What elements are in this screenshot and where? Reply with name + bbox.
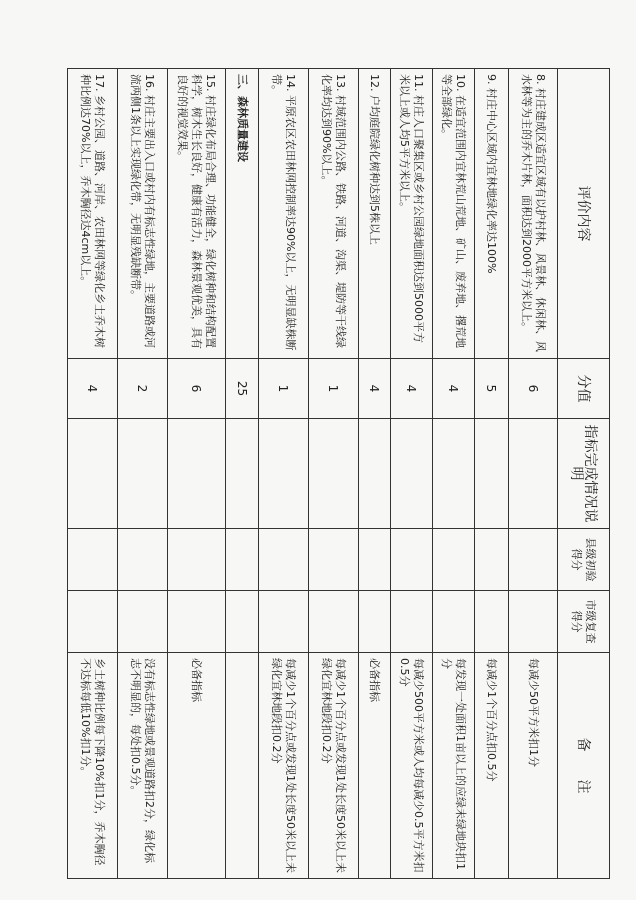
remark-cell: 必备指标	[168, 653, 226, 879]
header-content: 评价内容	[558, 69, 610, 359]
header-score: 分值	[558, 359, 610, 419]
remark-cell: 必备指标	[359, 653, 391, 879]
county-score-cell	[118, 529, 168, 591]
content-cell: 9. 村庄中心区域内宜林地绿化率达100%	[475, 69, 509, 359]
description-cell	[226, 419, 259, 529]
content-cell: 三、森林质量建设	[226, 69, 259, 359]
table-row	[509, 69, 558, 879]
county-score-cell	[475, 529, 509, 591]
remark-cell: 每减少500平方米或人均每减少0.5平方米扣0.5分	[391, 653, 433, 879]
header-city-score: 市级复查得分	[558, 591, 610, 653]
city-score-cell	[118, 591, 168, 653]
city-score-cell	[475, 591, 509, 653]
score-cell: 6	[509, 359, 558, 419]
score-cell: 4	[391, 359, 433, 419]
county-score-cell	[309, 529, 359, 591]
table-row	[68, 69, 118, 879]
county-score-cell	[168, 529, 226, 591]
county-score-cell	[433, 529, 475, 591]
county-score-cell	[259, 529, 309, 591]
header-county-score: 县级初验得分	[558, 529, 610, 591]
score-cell: 4	[359, 359, 391, 419]
score-cell: 25	[226, 359, 259, 419]
content-cell: 13. 村域范围内公路、铁路、河道、沟渠、堤防等干线绿化率均达到90%以上。	[309, 69, 359, 359]
city-score-cell	[68, 591, 118, 653]
rotated-page	[79, 68, 610, 878]
description-cell	[359, 419, 391, 529]
remark-cell: 每减少1个百分点扣0.5分	[475, 653, 509, 879]
city-score-cell	[509, 591, 558, 653]
header-remarks: 备 注	[558, 653, 610, 879]
city-score-cell	[391, 591, 433, 653]
county-score-cell	[68, 529, 118, 591]
table-row	[359, 69, 391, 879]
table-row	[391, 69, 433, 879]
county-score-cell	[359, 529, 391, 591]
description-cell	[168, 419, 226, 529]
remark-cell: 每减少1个百分点或发现1处长度50米以上未绿化宜林地段扣0.2分	[309, 653, 359, 879]
table-row	[433, 69, 475, 879]
remark-cell: 每减少1个百分点或发现1处长度50米以上未绿化宜林地段扣0.2分	[259, 653, 309, 879]
city-score-cell	[259, 591, 309, 653]
description-cell	[509, 419, 558, 529]
content-cell: 8. 村庄建成区适宜区域有以护村林、风景林、休闲林、风水林等为主的乔木片林，面积达到2000平方米以上。	[509, 69, 558, 359]
remark-cell: 没有标志性绿地或景观道路扣2分，绿化标志不明显的，每处扣0.5分。	[118, 653, 168, 879]
evaluation-table	[67, 68, 610, 879]
content-cell: 17. 乡村公园、道路、河岸、农田林网等绿化乡土乔木树种比例达70%以上，乔木胸径达4cm以上。	[68, 69, 118, 359]
city-score-cell	[433, 591, 475, 653]
score-cell: 1	[259, 359, 309, 419]
content-cell: 14. 平原农区农田林网控制率达90%以上，无明显缺株断带。	[259, 69, 309, 359]
county-score-cell	[226, 529, 259, 591]
content-cell: 16. 村庄主要出入口或村内有标志性绿地，主要道路或河流两侧1条以上实现绿化带，无明显残缺断带。	[118, 69, 168, 359]
score-cell: 1	[309, 359, 359, 419]
description-cell	[309, 419, 359, 529]
remark-cell: 乡土树种比例每下降10%扣1分，乔木胸径不达标每低10%扣1分。	[68, 653, 118, 879]
table-row	[475, 69, 509, 879]
description-cell	[118, 419, 168, 529]
county-score-cell	[391, 529, 433, 591]
remark-cell: 每减少50平方米扣1分	[509, 653, 558, 879]
description-cell	[259, 419, 309, 529]
score-cell: 6	[168, 359, 226, 419]
city-score-cell	[359, 591, 391, 653]
remark-cell	[226, 653, 259, 879]
section-row	[226, 69, 259, 879]
table-row	[118, 69, 168, 879]
content-cell: 11. 村庄人口聚集区或乡村公园绿地面积达到5000平方米以上或人均5平方米以上。	[391, 69, 433, 359]
county-score-cell	[509, 529, 558, 591]
score-cell: 2	[118, 359, 168, 419]
score-cell: 4	[68, 359, 118, 419]
header-description: 指标完成情况说明	[558, 419, 610, 529]
table-row	[168, 69, 226, 879]
remark-cell: 每发现一处面积1亩以上的应绿未绿地块扣1分	[433, 653, 475, 879]
score-cell: 4	[433, 359, 475, 419]
description-cell	[391, 419, 433, 529]
content-cell: 15. 村庄绿化布局合理、功能健全，绿化树种和结构配置科学，树木生长良好，健康有活力，森林景观优美，具有良好的视觉效果。	[168, 69, 226, 359]
table-row	[259, 69, 309, 879]
score-cell: 5	[475, 359, 509, 419]
city-score-cell	[226, 591, 259, 653]
description-cell	[433, 419, 475, 529]
content-cell: 10. 在适宜范围内宜林荒山荒地、矿山、废弃地、撂荒地等全部绿化。	[433, 69, 475, 359]
description-cell	[475, 419, 509, 529]
table-header-row	[558, 69, 610, 879]
city-score-cell	[168, 591, 226, 653]
content-cell: 12. 户均庭院绿化树种达到5株以上	[359, 69, 391, 359]
description-cell	[68, 419, 118, 529]
table-row	[309, 69, 359, 879]
city-score-cell	[309, 591, 359, 653]
